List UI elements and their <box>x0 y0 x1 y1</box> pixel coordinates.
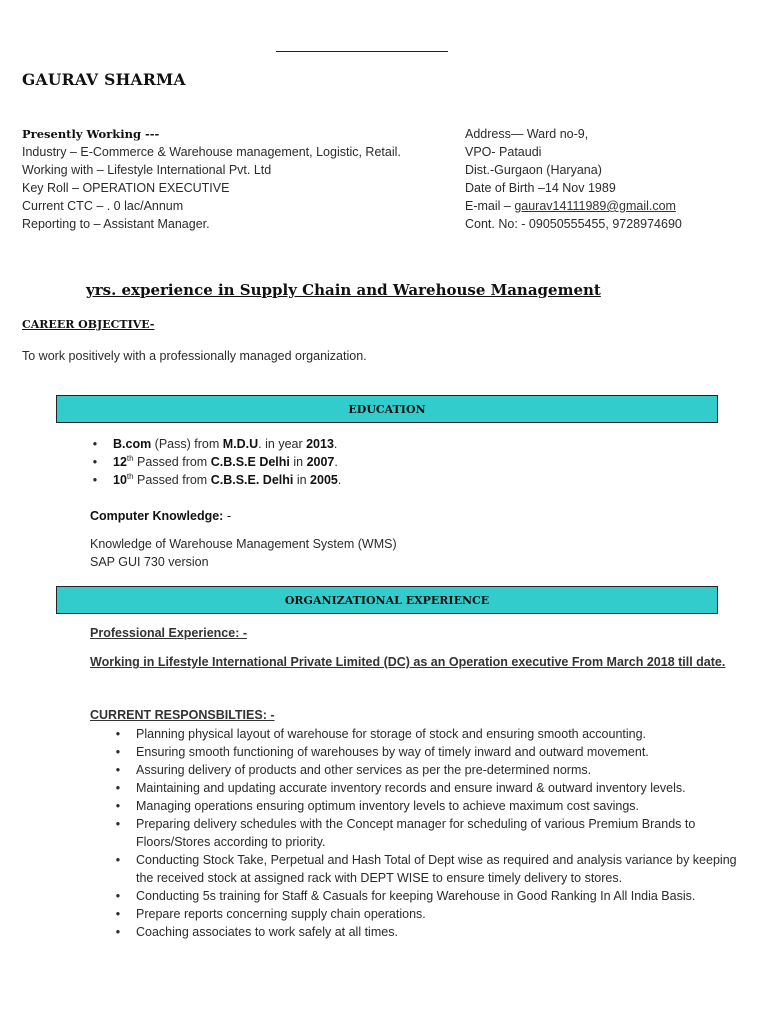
text: in <box>293 473 311 487</box>
bullet: • <box>115 889 121 903</box>
responsibility-text: Planning physical layout of warehouse for storage of stock and ensuring smooth accounting. <box>136 727 647 741</box>
computer-knowledge-title <box>90 509 231 523</box>
industry-line: Industry – E-Commerce & Warehouse management, Logistic, Retail. <box>22 145 401 159</box>
ordinal-suffix: th <box>126 471 134 481</box>
email-link[interactable]: gaurav14111989@gmail.com <box>514 199 676 213</box>
bullet: • <box>115 745 121 759</box>
contact-line: Cont. No: - 09050555455, 9728974690 <box>465 217 682 231</box>
contact-details <box>465 125 755 233</box>
education-section-header: EDUCATION <box>56 395 718 423</box>
bullet: • <box>115 925 121 939</box>
presently-working-heading: Presently Working --- <box>22 127 160 141</box>
bullet: • <box>115 907 121 921</box>
education-item <box>90 453 341 471</box>
responsibility-text: Managing operations ensuring optimum inventory levels to achieve maximum cost savings. <box>136 799 640 813</box>
text: . <box>333 437 338 451</box>
candidate-name: GAURAV SHARMA <box>22 70 186 89</box>
text: Passed from <box>133 455 211 469</box>
text: . in year <box>258 437 307 451</box>
bullet: • <box>115 853 121 867</box>
responsibility-text: Maintaining and updating accurate inventory records and ensure inward & outward inventory levels. <box>136 781 686 795</box>
district-line: Dist.-Gurgaon (Haryana) <box>465 163 602 177</box>
degree: 12 <box>113 455 127 469</box>
bullet: • <box>115 817 121 831</box>
computer-knowledge-line: Knowledge of Warehouse Management System (WMS) <box>90 537 397 551</box>
ck-suffix: - <box>223 509 231 523</box>
list-item <box>113 779 753 797</box>
list-item <box>113 815 753 851</box>
list-item <box>113 761 753 779</box>
email-label: E-mail – <box>465 199 515 213</box>
responsibility-text: Preparing delivery schedules with the Concept manager for scheduling of various Premium Brands to Floors/Stores according to priority. <box>136 817 696 849</box>
responsibilities-list <box>113 725 753 941</box>
professional-experience-title: Professional Experience: - <box>90 626 248 640</box>
institution: C.B.S.E Delhi <box>210 455 290 469</box>
year: 2005 <box>310 473 338 487</box>
bullet: • <box>115 799 121 813</box>
organizational-experience-section-header: ORGANIZATIONAL EXPERIENCE <box>56 586 718 614</box>
bullet: • <box>92 455 98 469</box>
work-summary <box>22 125 452 233</box>
computer-knowledge-line: SAP GUI 730 version <box>90 555 209 569</box>
responsibility-text: Conducting 5s training for Staff & Casuals for keeping Warehouse in Good Ranking In All India Basis. <box>136 889 696 903</box>
year: 2013 <box>306 437 334 451</box>
list-item <box>113 887 753 905</box>
text: in <box>289 455 307 469</box>
role-line: Key Roll – OPERATION EXECUTIVE <box>22 181 230 195</box>
employer-line: Working with – Lifestyle International Pvt. Ltd <box>22 163 272 177</box>
bullet: • <box>115 781 121 795</box>
header-rule <box>276 51 448 52</box>
list-item <box>113 725 753 743</box>
bullet: • <box>115 763 121 777</box>
headline-text: yrs. experience in Supply Chain and Warehouse Management <box>86 281 601 299</box>
dob-line: Date of Birth –14 Nov 1989 <box>465 181 616 195</box>
bullet: • <box>92 437 98 451</box>
ordinal-suffix: th <box>126 453 134 463</box>
text: . <box>337 473 342 487</box>
degree: B.com <box>113 437 152 451</box>
email-line <box>465 197 755 215</box>
vpo-line: VPO- Pataudi <box>465 145 542 159</box>
bullet: • <box>115 727 121 741</box>
responsibility-text: Coaching associates to work safely at all times. <box>136 925 398 939</box>
text: Passed from <box>133 473 211 487</box>
experience-headline <box>62 281 601 299</box>
text: (Pass) from <box>151 437 223 451</box>
career-objective-title: CAREER OBJECTIVE- <box>22 318 155 331</box>
address-line: Address— Ward no-9, <box>465 127 589 141</box>
responsibility-text: Prepare reports concerning supply chain operations. <box>136 907 426 921</box>
institution: M.D.U <box>222 437 259 451</box>
list-item <box>113 797 753 815</box>
education-item <box>90 435 341 453</box>
list-item <box>113 851 753 887</box>
ctc-line: Current CTC – . 0 lac/Annum <box>22 199 184 213</box>
degree: 10 <box>113 473 127 487</box>
current-responsibilities-title: CURRENT RESPONSBILTIES: - <box>90 708 275 722</box>
ck-label: Computer Knowledge: <box>90 509 224 523</box>
responsibility-text: Assuring delivery of products and other services as per the pre-determined norms. <box>136 763 592 777</box>
list-item <box>113 905 753 923</box>
education-list <box>90 435 341 489</box>
responsibility-text: Conducting Stock Take, Perpetual and Hash Total of Dept wise as required and analysis variance by keeping the received stock at assigned rack with DEPT WISE to ensure timely delivery to stores. <box>136 853 737 885</box>
list-item <box>113 923 753 941</box>
education-item <box>90 471 341 489</box>
text: . <box>334 455 338 469</box>
reporting-line: Reporting to – Assistant Manager. <box>22 217 210 231</box>
institution: C.B.S.E. Delhi <box>210 473 294 487</box>
list-item <box>113 743 753 761</box>
career-objective-text: To work positively with a professionally managed organization. <box>22 349 367 363</box>
current-employment-statement: Working in Lifestyle International Private Limited (DC) as an Operation executive From March 2018 till date. <box>90 655 726 669</box>
year: 2007 <box>306 455 335 469</box>
bullet: • <box>92 473 98 487</box>
responsibility-text: Ensuring smooth functioning of warehouses by way of timely inward and outward movement. <box>136 745 649 759</box>
